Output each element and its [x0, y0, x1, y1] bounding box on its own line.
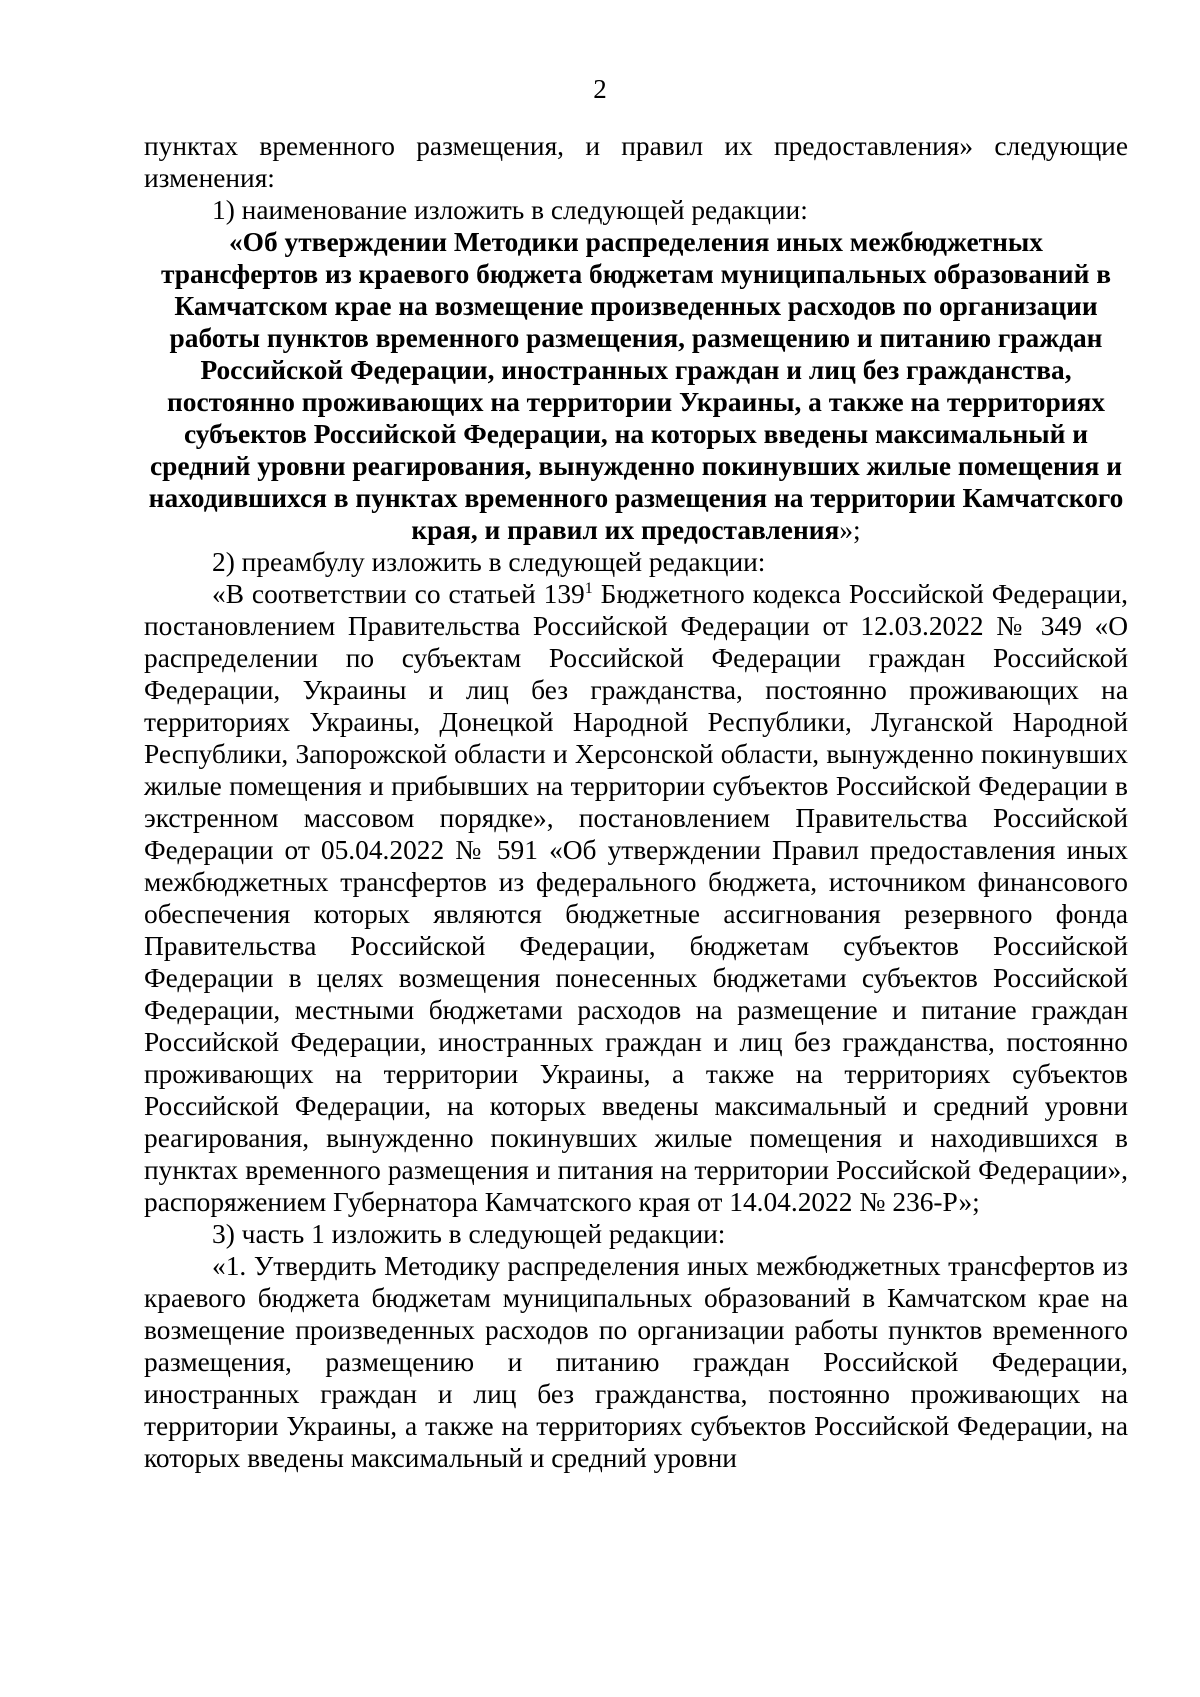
new-title-closing: »;: [839, 515, 861, 545]
paragraph-item-2: 2) преамбулу изложить в следующей редакции:: [212, 547, 766, 577]
paragraph-preamble: [144, 578, 1128, 1218]
new-title-block: [144, 226, 1128, 546]
page-number: 2: [593, 74, 607, 104]
paragraph-item-1: 1) наименование изложить в следующей редакции:: [212, 195, 808, 225]
paragraph-continuation: пунктах временного размещения, и правил их предоставления» следующие изменения:: [144, 131, 1128, 193]
paragraph-part-1: «1. Утвердить Методику распределения иных межбюджетных трансфертов из краевого бюджета бюджетам муниципальных образований в Камчатском крае на возмещение произведенных расходов по организации работы пунктов временного размещения, размещению и питанию граждан Российской Федерации, иностранных граждан и лиц без гражданства, постоянно проживающих на территории Украины, а также на территориях субъектов Российской Федерации, на которых введены максимальный и средний уровни: [144, 1251, 1128, 1473]
document-body: [144, 130, 1128, 1474]
preamble-rest: Бюджетного кодекса Российской Федерации, постановлением Правительства Российской Федерации от 12.03.2022 № 349 «О распределении по субъектам Российской Федерации граждан Российской Федерации, Украины и лиц без гражданства, постоянно проживающих на территориях Украины, Донецкой Народной Республики, Луганской Народной Республики, Запорожской области и Херсонской области, вынужденно покинувших жилые помещения и прибывших на территории субъектов Российской Федерации в экстренном массовом порядке», постановлением Правительства Российской Федерации от 05.04.2022 № 591 «Об утверждении Правил предоставления иных межбюджетных трансфертов из федерального бюджета, источником финансового обеспечения которых являются бюджетные ассигнования резервного фонда Правительства Российской Федерации, бюджетам субъектов Российской Федерации в целях возмещения понесенных бюджетами субъектов Российской Федерации, местными бюджетами расходов на размещение и питание граждан Российской Федерации, иностранных граждан и лиц без гражданства, постоянно проживающих на территории Украины, а также на территориях субъектов Российской Федерации, на которых введены максимальный и средний уровни реагирования, вынужденно покинувших жилые помещения и находившихся в пунктах временного размещения и питания на территории Российской Федерации», распоряжением Губернатора Камчатского края от 14.04.2022 № 236-Р»;: [144, 579, 1128, 1217]
paragraph-item-3: 3) часть 1 изложить в следующей редакции:: [212, 1219, 726, 1249]
preamble-start: «В соответствии со статьей 139: [212, 579, 585, 609]
new-title-text: «Об утверждении Методики распределения иных межбюджетных трансфертов из краевого бюджета бюджетам муниципальных образований в Камчатском крае на возмещение произведенных расходов по организации работы пунктов временного размещения, размещению и питанию граждан Российской Федерации, иностранных граждан и лиц без гражданства, постоянно проживающих на территории Украины, а также на территориях субъектов Российской Федерации, на которых введены максимальный и средний уровни реагирования, вынужденно покинувших жилые помещения и находившихся в пунктах временного размещения на территории Камчатского края, и правил их предоставления: [148, 227, 1124, 545]
article-superscript: 1: [584, 580, 593, 597]
